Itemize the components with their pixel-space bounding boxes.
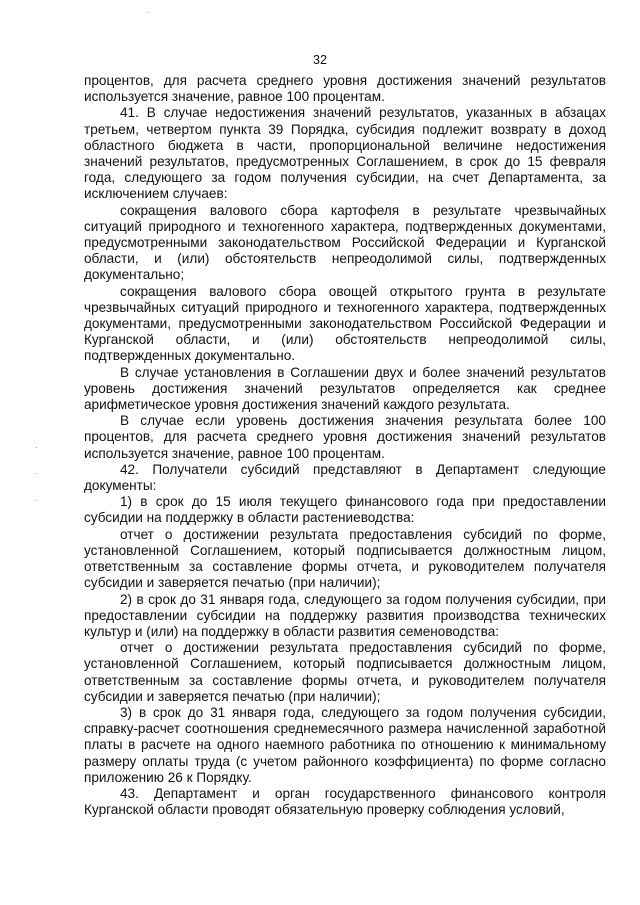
scan-speck (36, 447, 37, 448)
paragraph-report-1: отчет о достижении результата предоставления субсидий по форме, установленной Соглашением, который подписывается должностным лицом, ответственным за составление формы отчета, и руководителем получателя субсидии и заверяется печатью (при наличии); (84, 526, 606, 591)
scan-speck (36, 473, 37, 474)
paragraph-continuation: процентов, для расчета среднего уровня достижения значений результатов используется значение, равное 100 процентам. (84, 73, 606, 105)
scan-speck (36, 500, 37, 501)
paragraph-clause-43: 43. Департамент и орган государственного финансового контроля Курганской области проводят обязательную проверку соблюдения условий, (84, 785, 606, 818)
paragraph-exception-vegetables: сокращения валового сбора овощей открытого грунта в результате чрезвычайных ситуаций природного и техногенного характера, подтвержденных документами, предусмотренными законодательством Российской Федерации и Курганской области, и (или) обстоятельств непреодолимой силы, подтвержденных документально. (84, 283, 606, 364)
page-number: 32 (313, 53, 327, 67)
paragraph-over-100: В случае если уровень достижения значения результата более 100 процентов, для расчета среднего уровня достижения значений результатов используется значение, равное 100 процентам. (84, 413, 606, 461)
paragraph-item-1: 1) в срок до 15 июля текущего финансового года при предоставлении субсидии на поддержку в области растениеводства: (84, 494, 606, 526)
paragraph-clause-41: 41. В случае недостижения значений результатов, указанных в абзацах третьем, четвертом пункта 39 Порядка, субсидия подлежит возврату в доход областного бюджета в части, пропорциональной величине недостижения значений результатов, предусмотренных Соглашением, в срок до 15 февраля года, следующего за годом получения субсидии, на счет Департамента, за исключением случаев: (84, 105, 606, 202)
paragraph-multiple-results: В случае установления в Соглашении двух и более значений результатов уровень достижения значений результатов определяется как среднее арифметическое уровня достижения значений каждого результата. (84, 364, 606, 413)
paragraph-report-2: отчет о достижении результата предоставления субсидий по форме, установленной Соглашением, который подписывается должностным лицом, ответственным за составление формы отчета, и руководителем получателя субсидии и заверяется печатью (при наличии); (84, 640, 606, 704)
document-body (84, 73, 606, 818)
scan-speck (148, 12, 149, 13)
paragraph-item-2: 2) в срок до 31 января года, следующего за годом получения субсидии, при предоставлении субсидии на поддержку развития производства технических культур и (или) на поддержку в области развития семеноводства: (84, 591, 606, 639)
paragraph-exception-potato: сокращения валового сбора картофеля в результате чрезвычайных ситуаций природного и техногенного характера, подтвержденных документами, предусмотренными законодательством Российской Федерации и Курганской области, и (или) обстоятельств непреодолимой силы, подтвержденных документально; (84, 202, 606, 283)
paragraph-item-3: 3) в срок до 31 января года, следующего за годом получения субсидии, справку-расчет соотношения среднемесячного размера начисленной заработной платы в расчете на одного наемного работника по отношению к минимальному размеру оплаты труда (с учетом районного коэффициента) по форме согласно приложению 26 к Порядку. (84, 704, 606, 785)
paragraph-clause-42: 42. Получатели субсидий представляют в Департамент следующие документы: (84, 461, 606, 494)
